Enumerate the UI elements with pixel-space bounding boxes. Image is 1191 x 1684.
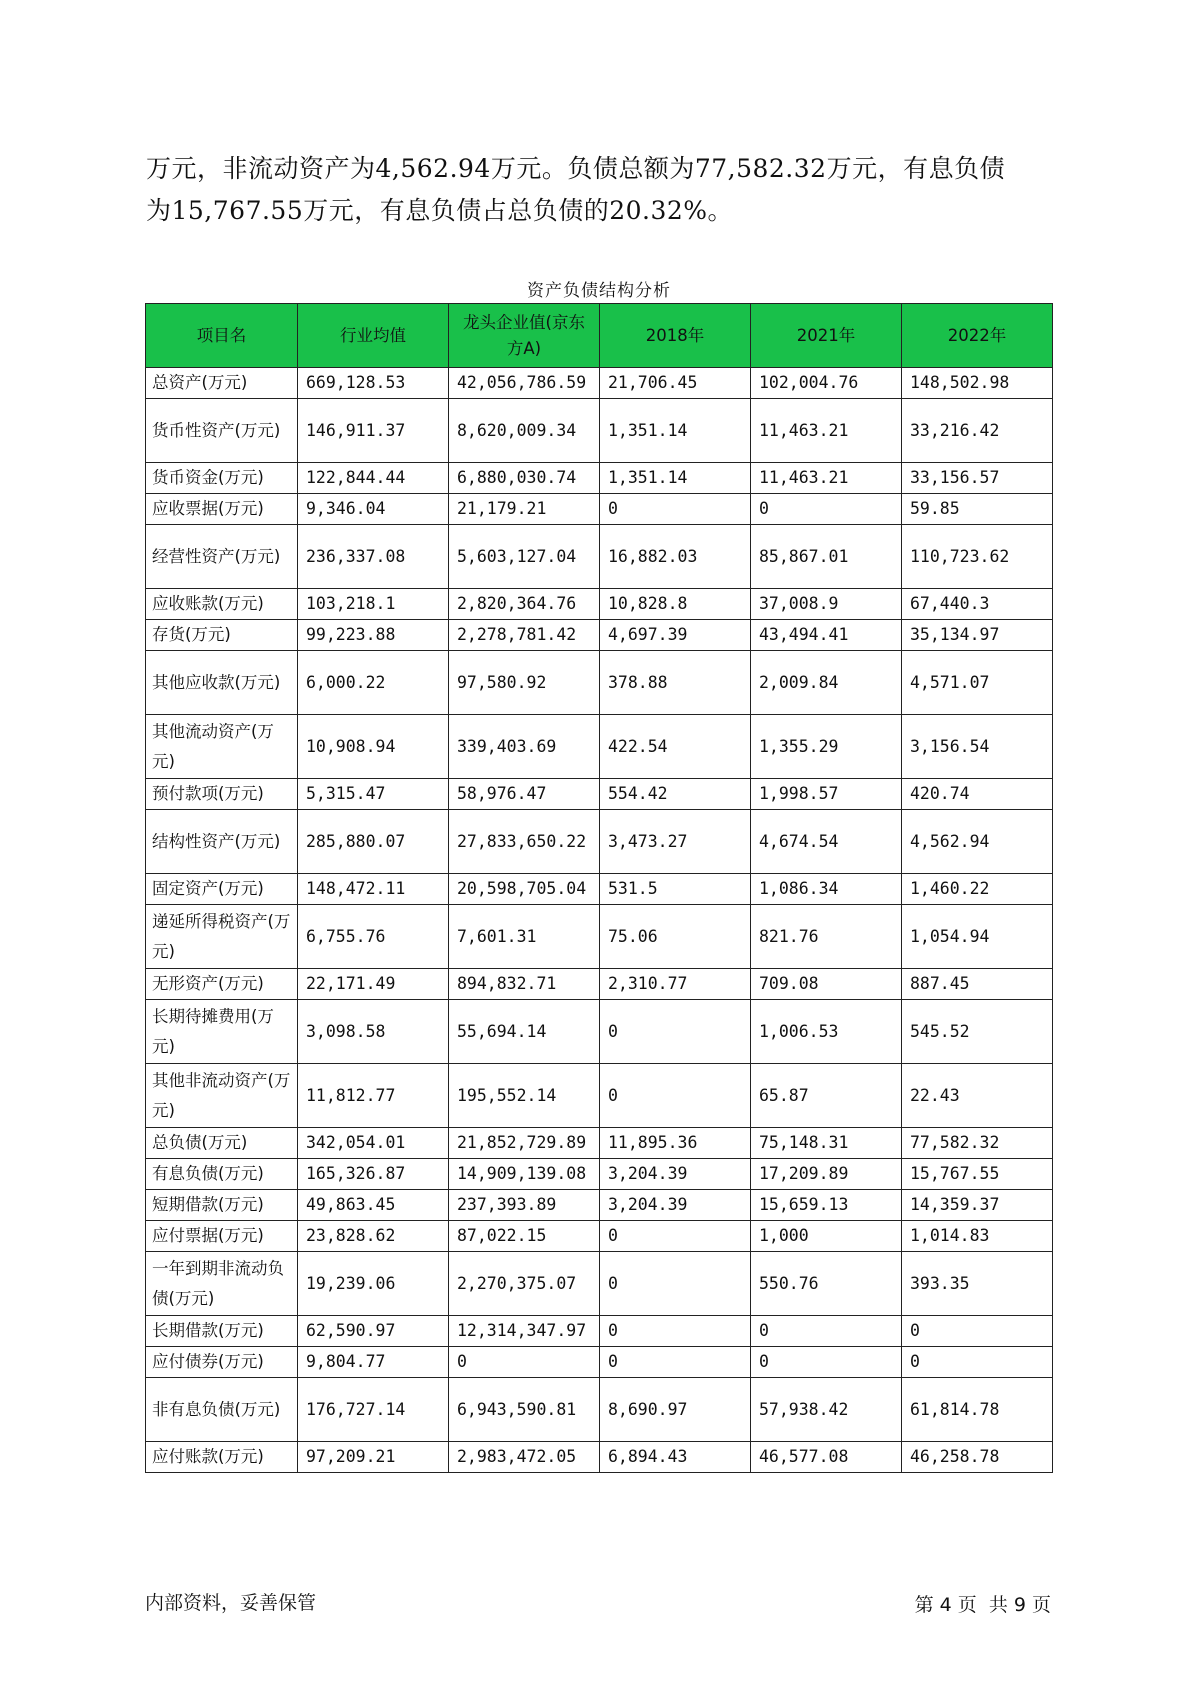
row-label-cell: 经营性资产(万元): [146, 525, 298, 589]
row-label-cell: 货币资金(万元): [146, 463, 298, 494]
value-cell: 99,223.88: [298, 620, 449, 651]
value-cell: 61,814.78: [902, 1378, 1053, 1442]
table-row: [146, 715, 1053, 779]
value-cell: 77,582.32: [902, 1128, 1053, 1159]
row-label-cell: 无形资产(万元): [146, 969, 298, 1000]
value-cell: 148,502.98: [902, 368, 1053, 399]
value-cell: 0: [751, 1347, 902, 1378]
value-cell: 5,603,127.04: [449, 525, 600, 589]
value-cell: 1,006.53: [751, 1000, 902, 1064]
value-cell: 0: [600, 1252, 751, 1316]
value-cell: 110,723.62: [902, 525, 1053, 589]
value-cell: 1,014.83: [902, 1221, 1053, 1252]
value-cell: 19,239.06: [298, 1252, 449, 1316]
table-row: [146, 1347, 1053, 1378]
paragraph-line-1: 万元，非流动资产为4,562.94万元。负债总额为77,582.32万元，有息负债: [146, 154, 1006, 183]
value-cell: 1,355.29: [751, 715, 902, 779]
value-cell: 6,943,590.81: [449, 1378, 600, 1442]
value-cell: 0: [902, 1316, 1053, 1347]
row-label-cell: 固定资产(万元): [146, 874, 298, 905]
row-label-cell: 存货(万元): [146, 620, 298, 651]
value-cell: 22,171.49: [298, 969, 449, 1000]
value-cell: 342,054.01: [298, 1128, 449, 1159]
table-row: [146, 810, 1053, 874]
value-cell: 46,577.08: [751, 1442, 902, 1473]
balance-sheet-table: [145, 303, 1053, 1473]
value-cell: 531.5: [600, 874, 751, 905]
value-cell: 165,326.87: [298, 1159, 449, 1190]
value-cell: 23,828.62: [298, 1221, 449, 1252]
value-cell: 887.45: [902, 969, 1053, 1000]
table-row: [146, 620, 1053, 651]
row-label-cell: 非有息负债(万元): [146, 1378, 298, 1442]
value-cell: 378.88: [600, 651, 751, 715]
table-row: [146, 969, 1053, 1000]
row-label-cell: 应收账款(万元): [146, 589, 298, 620]
value-cell: 176,727.14: [298, 1378, 449, 1442]
value-cell: 0: [751, 1316, 902, 1347]
header-cell-2021: 2021年: [751, 304, 902, 368]
value-cell: 3,156.54: [902, 715, 1053, 779]
row-label-cell: 应付账款(万元): [146, 1442, 298, 1473]
table-row: [146, 589, 1053, 620]
value-cell: 195,552.14: [449, 1064, 600, 1128]
value-cell: 58,976.47: [449, 779, 600, 810]
value-cell: 821.76: [751, 905, 902, 969]
table-row: [146, 494, 1053, 525]
value-cell: 1,000: [751, 1221, 902, 1252]
value-cell: 148,472.11: [298, 874, 449, 905]
value-cell: 21,706.45: [600, 368, 751, 399]
row-label-cell: 一年到期非流动负债(万元): [146, 1252, 298, 1316]
value-cell: 237,393.89: [449, 1190, 600, 1221]
table-row: [146, 905, 1053, 969]
row-label-cell: 总资产(万元): [146, 368, 298, 399]
row-label-cell: 应付债券(万元): [146, 1347, 298, 1378]
table-row: [146, 1442, 1053, 1473]
value-cell: 1,351.14: [600, 399, 751, 463]
row-label-cell: 预付款项(万元): [146, 779, 298, 810]
row-label-cell: 其他流动资产(万元): [146, 715, 298, 779]
value-cell: 6,880,030.74: [449, 463, 600, 494]
table-caption: 资产负债结构分析: [527, 281, 671, 301]
table-row: [146, 1159, 1053, 1190]
body-paragraph: [146, 148, 1051, 232]
table-row: [146, 1000, 1053, 1064]
value-cell: 15,659.13: [751, 1190, 902, 1221]
footer-page-number: 第 4 页 共 9 页: [914, 1594, 1051, 1616]
value-cell: 236,337.08: [298, 525, 449, 589]
value-cell: 3,204.39: [600, 1190, 751, 1221]
table-row: [146, 1252, 1053, 1316]
value-cell: 3,098.58: [298, 1000, 449, 1064]
row-label-cell: 应收票据(万元): [146, 494, 298, 525]
value-cell: 97,580.92: [449, 651, 600, 715]
value-cell: 2,983,472.05: [449, 1442, 600, 1473]
row-label-cell: 长期待摊费用(万元): [146, 1000, 298, 1064]
value-cell: 75.06: [600, 905, 751, 969]
row-label-cell: 短期借款(万元): [146, 1190, 298, 1221]
value-cell: 4,697.39: [600, 620, 751, 651]
value-cell: 1,054.94: [902, 905, 1053, 969]
value-cell: 550.76: [751, 1252, 902, 1316]
value-cell: 2,820,364.76: [449, 589, 600, 620]
value-cell: 57,938.42: [751, 1378, 902, 1442]
value-cell: 0: [600, 494, 751, 525]
value-cell: 75,148.31: [751, 1128, 902, 1159]
value-cell: 21,179.21: [449, 494, 600, 525]
value-cell: 65.87: [751, 1064, 902, 1128]
value-cell: 339,403.69: [449, 715, 600, 779]
value-cell: 102,004.76: [751, 368, 902, 399]
value-cell: 11,895.36: [600, 1128, 751, 1159]
value-cell: 14,359.37: [902, 1190, 1053, 1221]
value-cell: 49,863.45: [298, 1190, 449, 1221]
value-cell: 11,463.21: [751, 463, 902, 494]
value-cell: 2,278,781.42: [449, 620, 600, 651]
value-cell: 11,812.77: [298, 1064, 449, 1128]
value-cell: 5,315.47: [298, 779, 449, 810]
table-row: [146, 651, 1053, 715]
value-cell: 4,674.54: [751, 810, 902, 874]
value-cell: 22.43: [902, 1064, 1053, 1128]
value-cell: 4,571.07: [902, 651, 1053, 715]
value-cell: 62,590.97: [298, 1316, 449, 1347]
value-cell: 894,832.71: [449, 969, 600, 1000]
header-cell-item: 项目名: [146, 304, 298, 368]
value-cell: 27,833,650.22: [449, 810, 600, 874]
value-cell: 4,562.94: [902, 810, 1053, 874]
table-row: [146, 1190, 1053, 1221]
value-cell: 97,209.21: [298, 1442, 449, 1473]
table-row: [146, 1378, 1053, 1442]
header-cell-leader: 龙头企业值(京东方A): [449, 304, 600, 368]
value-cell: 0: [449, 1347, 600, 1378]
table-row: [146, 874, 1053, 905]
table-row: [146, 368, 1053, 399]
value-cell: 0: [600, 1316, 751, 1347]
paragraph-line-2: 为15,767.55万元，有息负债占总负债的20.32%。: [146, 196, 734, 225]
value-cell: 6,894.43: [600, 1442, 751, 1473]
value-cell: 10,828.8: [600, 589, 751, 620]
value-cell: 0: [751, 494, 902, 525]
table-row: [146, 1128, 1053, 1159]
row-label-cell: 应付票据(万元): [146, 1221, 298, 1252]
value-cell: 12,314,347.97: [449, 1316, 600, 1347]
value-cell: 9,346.04: [298, 494, 449, 525]
row-label-cell: 总负债(万元): [146, 1128, 298, 1159]
value-cell: 1,086.34: [751, 874, 902, 905]
value-cell: 420.74: [902, 779, 1053, 810]
value-cell: 10,908.94: [298, 715, 449, 779]
row-label-cell: 递延所得税资产(万元): [146, 905, 298, 969]
value-cell: 46,258.78: [902, 1442, 1053, 1473]
value-cell: 545.52: [902, 1000, 1053, 1064]
value-cell: 2,009.84: [751, 651, 902, 715]
value-cell: 0: [600, 1064, 751, 1128]
table-row: [146, 1221, 1053, 1252]
value-cell: 0: [600, 1000, 751, 1064]
value-cell: 16,882.03: [600, 525, 751, 589]
value-cell: 709.08: [751, 969, 902, 1000]
value-cell: 8,620,009.34: [449, 399, 600, 463]
header-cell-industry-avg: 行业均值: [298, 304, 449, 368]
row-label-cell: 其他非流动资产(万元): [146, 1064, 298, 1128]
value-cell: 103,218.1: [298, 589, 449, 620]
table-row: [146, 1064, 1053, 1128]
value-cell: 14,909,139.08: [449, 1159, 600, 1190]
value-cell: 42,056,786.59: [449, 368, 600, 399]
row-label-cell: 有息负债(万元): [146, 1159, 298, 1190]
value-cell: 393.35: [902, 1252, 1053, 1316]
value-cell: 33,156.57: [902, 463, 1053, 494]
value-cell: 122,844.44: [298, 463, 449, 494]
value-cell: 554.42: [600, 779, 751, 810]
value-cell: 15,767.55: [902, 1159, 1053, 1190]
value-cell: 21,852,729.89: [449, 1128, 600, 1159]
value-cell: 6,755.76: [298, 905, 449, 969]
value-cell: 8,690.97: [600, 1378, 751, 1442]
value-cell: 55,694.14: [449, 1000, 600, 1064]
value-cell: 85,867.01: [751, 525, 902, 589]
value-cell: 33,216.42: [902, 399, 1053, 463]
value-cell: 20,598,705.04: [449, 874, 600, 905]
header-cell-2022: 2022年: [902, 304, 1053, 368]
table-row: [146, 779, 1053, 810]
row-label-cell: 结构性资产(万元): [146, 810, 298, 874]
value-cell: 1,998.57: [751, 779, 902, 810]
header-cell-2018: 2018年: [600, 304, 751, 368]
value-cell: 9,804.77: [298, 1347, 449, 1378]
table-header-row: [146, 304, 1053, 368]
value-cell: 146,911.37: [298, 399, 449, 463]
value-cell: 2,310.77: [600, 969, 751, 1000]
value-cell: 669,128.53: [298, 368, 449, 399]
value-cell: 43,494.41: [751, 620, 902, 651]
footer-confidential-note: 内部资料，妥善保管: [145, 1592, 317, 1614]
row-label-cell: 其他应收款(万元): [146, 651, 298, 715]
value-cell: 422.54: [600, 715, 751, 779]
value-cell: 87,022.15: [449, 1221, 600, 1252]
row-label-cell: 货币性资产(万元): [146, 399, 298, 463]
table-row: [146, 399, 1053, 463]
value-cell: 1,351.14: [600, 463, 751, 494]
value-cell: 285,880.07: [298, 810, 449, 874]
value-cell: 3,204.39: [600, 1159, 751, 1190]
value-cell: 0: [600, 1347, 751, 1378]
table-row: [146, 1316, 1053, 1347]
value-cell: 35,134.97: [902, 620, 1053, 651]
value-cell: 59.85: [902, 494, 1053, 525]
value-cell: 0: [902, 1347, 1053, 1378]
value-cell: 7,601.31: [449, 905, 600, 969]
value-cell: 11,463.21: [751, 399, 902, 463]
table-row: [146, 525, 1053, 589]
value-cell: 3,473.27: [600, 810, 751, 874]
value-cell: 17,209.89: [751, 1159, 902, 1190]
value-cell: 1,460.22: [902, 874, 1053, 905]
value-cell: 67,440.3: [902, 589, 1053, 620]
row-label-cell: 长期借款(万元): [146, 1316, 298, 1347]
value-cell: 2,270,375.07: [449, 1252, 600, 1316]
value-cell: 6,000.22: [298, 651, 449, 715]
table-row: [146, 463, 1053, 494]
value-cell: 37,008.9: [751, 589, 902, 620]
value-cell: 0: [600, 1221, 751, 1252]
